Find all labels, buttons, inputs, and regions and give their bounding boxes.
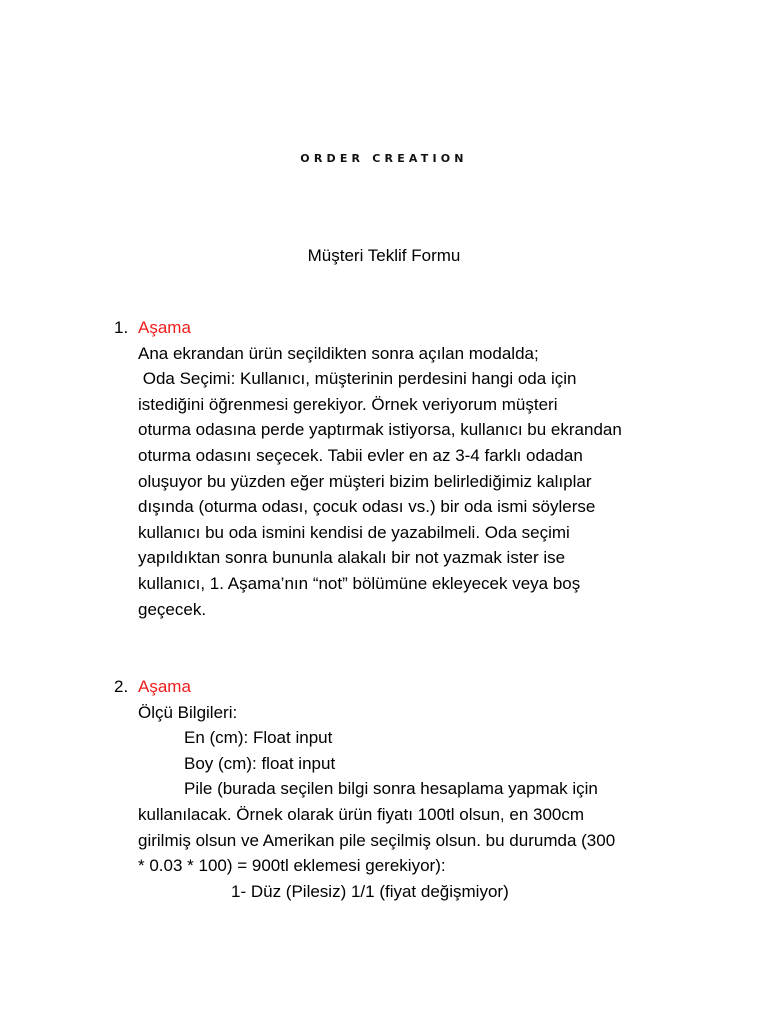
header-logo: ORDER CREATION <box>300 152 468 165</box>
step-2-section <box>114 674 694 904</box>
step-1-title: Aşama <box>138 318 191 337</box>
step-1-line: Ana ekrandan ürün seçildikten sonra açılan modalda; <box>138 343 539 363</box>
step-1-heading <box>114 315 694 341</box>
step-2-line: Pile (burada seçilen bilgi sonra hesaplama yapmak için <box>184 779 598 799</box>
step-1-line: oturma odasına perde yaptırmak istiyorsa, kullanıcı bu ekrandan <box>138 420 622 440</box>
step-1-line: kullanıcı bu oda ismini kendisi de yazabilmeli. Oda seçimi <box>138 522 570 542</box>
step-1-line: istediğini öğrenmesi gerekiyor. Örnek veriyorum müşteri <box>138 394 558 414</box>
step-2-line: 1- Düz (Pilesiz) 1/1 (fiyat değişmiyor) <box>231 881 509 901</box>
step-2-line: kullanılacak. Örnek olarak ürün fiyatı 100tl olsun, en 300cm <box>138 804 585 824</box>
step-1-line: oluşuyor bu yüzden eğer müşteri bizim belirlediğimiz kalıplar <box>138 471 592 491</box>
step-2-line: Boy (cm): float input <box>184 753 336 773</box>
document-title: Müşteri Teklif Formu <box>307 246 461 265</box>
step-2-line: Ölçü Bilgileri: <box>138 702 238 722</box>
step-2-line: En (cm): Float input <box>184 728 333 748</box>
step-2-heading <box>114 674 694 700</box>
step-1-line: kullanıcı, 1. Aşama’nın “not” bölümüne ekleyecek veya boş <box>138 573 581 593</box>
step-1-line: oturma odasını seçecek. Tabii evler en az 3-4 farklı odadan <box>138 445 583 465</box>
step-1-line: dışında (oturma odası, çocuk odası vs.) bir oda ismi söylerse <box>138 497 596 517</box>
step-1-line: yapıldıktan sonra bununla alakalı bir not yazmak ister ise <box>138 548 566 568</box>
step-2-title: Aşama <box>138 677 191 696</box>
step-1-line: geçecek. <box>138 599 207 619</box>
step-1-section <box>114 315 694 622</box>
step-1-number: 1. <box>114 318 129 337</box>
step-2-line: girilmiş olsun ve Amerikan pile seçilmiş olsun. bu durumda (300 <box>138 830 616 850</box>
step-1-line: Oda Seçimi: Kullanıcı, müşterinin perdesini hangi oda için <box>138 369 577 389</box>
step-2-number: 2. <box>114 677 129 696</box>
step-2-body <box>138 700 694 905</box>
step-1-body <box>138 341 694 623</box>
step-2-line: * 0.03 * 100) = 900tl eklemesi gerekiyor): <box>138 856 446 876</box>
